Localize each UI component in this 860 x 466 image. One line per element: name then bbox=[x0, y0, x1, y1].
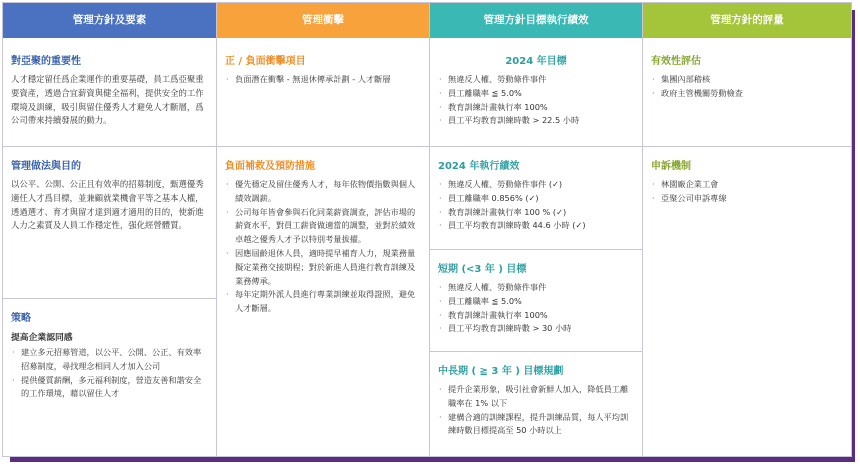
list-item: · 亞聚公司申訴專線 bbox=[651, 192, 843, 206]
list-item: · 員工平均教育訓練時數 > 22.5 小時 bbox=[438, 114, 634, 128]
list-item: · 建立多元招募管道，以公平、公開、公正、有效率招募制度，尋找理念相同人才加入公司 bbox=[11, 346, 208, 374]
long-term-list bbox=[438, 383, 634, 438]
section-title: 管理做法與目的 bbox=[11, 161, 81, 172]
effectiveness-list bbox=[651, 73, 843, 101]
list-item: · 無違反人權、勞動條件事件 (✓) bbox=[438, 178, 634, 192]
section-title: 正 / 負面衝擊項目 bbox=[225, 56, 306, 67]
header-impact: 管理衝擊 bbox=[217, 3, 429, 38]
list-item: · 員工離職率 ≦ 5.0% bbox=[438, 295, 634, 309]
list-item: · 員工離職率 0.856% (✓) bbox=[438, 192, 634, 206]
section-title: 有效性評估 bbox=[651, 56, 701, 67]
header-evaluation: 管理方針的評量 bbox=[643, 3, 851, 38]
list-item: · 員工離職率 ≦ 5.0% bbox=[438, 87, 634, 101]
list-item: · 負面潛在衝擊 - 無退休傳承計劃 - 人才斷層 bbox=[225, 73, 421, 87]
list-item: · 政府主管機關勞動檢查 bbox=[651, 87, 843, 101]
list-item: · 教育訓練計畫執行率 100 % (✓) bbox=[438, 206, 634, 220]
list-item: · 優先穩定及留住優秀人才，每年依物價指數與個人績效調薪。 bbox=[225, 178, 421, 206]
performance-list bbox=[438, 178, 634, 233]
section-impact-items bbox=[217, 52, 429, 87]
section-remedy bbox=[217, 146, 429, 316]
column-performance bbox=[430, 3, 643, 456]
list-item: · 提供優質薪酬，多元福利制度，營造友善和諧安全的工作環境，藉以留住人才 bbox=[11, 374, 208, 402]
section-2024-performance bbox=[430, 146, 642, 233]
section-title: 申訴機制 bbox=[651, 161, 691, 172]
section-importance bbox=[3, 52, 216, 128]
list-item: · 教育訓練計畫執行率 100% bbox=[438, 309, 634, 323]
section-text: 以公平、公開、公正且有效率的招募制度，甄選優秀適任人才爲目標，並兼顧就業機會平等之基本人權，透過選才、育才與留才達到適才適用的目的，使新進人力之素質及人員工作穩定性，强化經營體質。 bbox=[11, 179, 204, 231]
section-strategy bbox=[3, 298, 216, 401]
list-item: · 員工平均教育訓練時數 > 30 小時 bbox=[438, 322, 634, 336]
target-list bbox=[438, 73, 634, 128]
section-title: 對亞聚的重要性 bbox=[11, 56, 81, 67]
remedy-list bbox=[225, 178, 421, 316]
management-policy-table bbox=[2, 2, 852, 457]
list-item: · 教育訓練計畫執行率 100% bbox=[438, 101, 634, 115]
section-effectiveness bbox=[643, 52, 851, 101]
list-item: · 公司每年皆會參與石化同業薪資調查，評估市場的薪資水平，對員工薪資做適當的調整，並對於績效卓越之優秀人才予以特別考量拔擢。 bbox=[225, 206, 421, 247]
section-title: 負面補救及預防措施 bbox=[225, 161, 315, 172]
section-title: 中長期 ( ≧ 3 年 ) 目標規劃 bbox=[438, 366, 564, 377]
list-item: · 無違反人權、勞動條件事件 bbox=[438, 281, 634, 295]
strategy-list bbox=[11, 346, 208, 401]
column-policy-elements bbox=[3, 3, 217, 456]
section-title: 短期 (<3 年 ) 目標 bbox=[438, 264, 527, 275]
section-2024-target bbox=[430, 52, 642, 128]
grievance-list bbox=[651, 178, 843, 206]
list-item: · 集團內部稽核 bbox=[651, 73, 843, 87]
impact-list bbox=[225, 73, 421, 87]
list-item: · 因應屆齡退休人員，適時提早補育人力，規業務量擬定業務交接期程；對於新進人員進行教育訓練及業務傳承。 bbox=[225, 247, 421, 288]
list-item: · 每年定期外派人員進行專業訓練並取得證照，避免人才斷層。 bbox=[225, 288, 421, 316]
section-text: 人才穩定留任爲企業運作的重要基礎，員工爲亞聚重要資產，透過合宜薪資與健全福利，提供安全的工作環境及訓練，吸引與留住優秀人才避免人才斷層，爲公司帶來持續發展的動力。 bbox=[11, 74, 204, 126]
list-item: · 建構合適的訓練課程，提升訓練品質，每人平均訓練時數目標提高至 50 小時以上 bbox=[438, 411, 634, 439]
section-long-term bbox=[430, 351, 642, 438]
section-title: 2024 年目標 bbox=[505, 56, 567, 67]
section-grievance bbox=[643, 146, 851, 206]
list-item: · 員工平均教育訓練時數 44.6 小時 (✓) bbox=[438, 219, 634, 233]
section-short-term bbox=[430, 249, 642, 336]
section-subtitle: 提高企業認同感 bbox=[11, 333, 73, 343]
section-title: 策略 bbox=[11, 313, 31, 324]
header-performance: 管理方針目標執行績效 bbox=[430, 3, 642, 38]
list-item: · 提升企業形象，吸引社會新鮮人加入，降低員工離職率在 1% 以下 bbox=[438, 383, 634, 411]
column-evaluation bbox=[643, 3, 851, 456]
column-impact bbox=[217, 3, 430, 456]
short-term-list bbox=[438, 281, 634, 336]
list-item: · 林園廠企業工會 bbox=[651, 178, 843, 192]
section-title: 2024 年執行績效 bbox=[438, 161, 520, 172]
header-policy-elements: 管理方針及要素 bbox=[3, 3, 216, 38]
section-practice bbox=[3, 146, 216, 233]
list-item: · 無違反人權、勞動條件事件 bbox=[438, 73, 634, 87]
